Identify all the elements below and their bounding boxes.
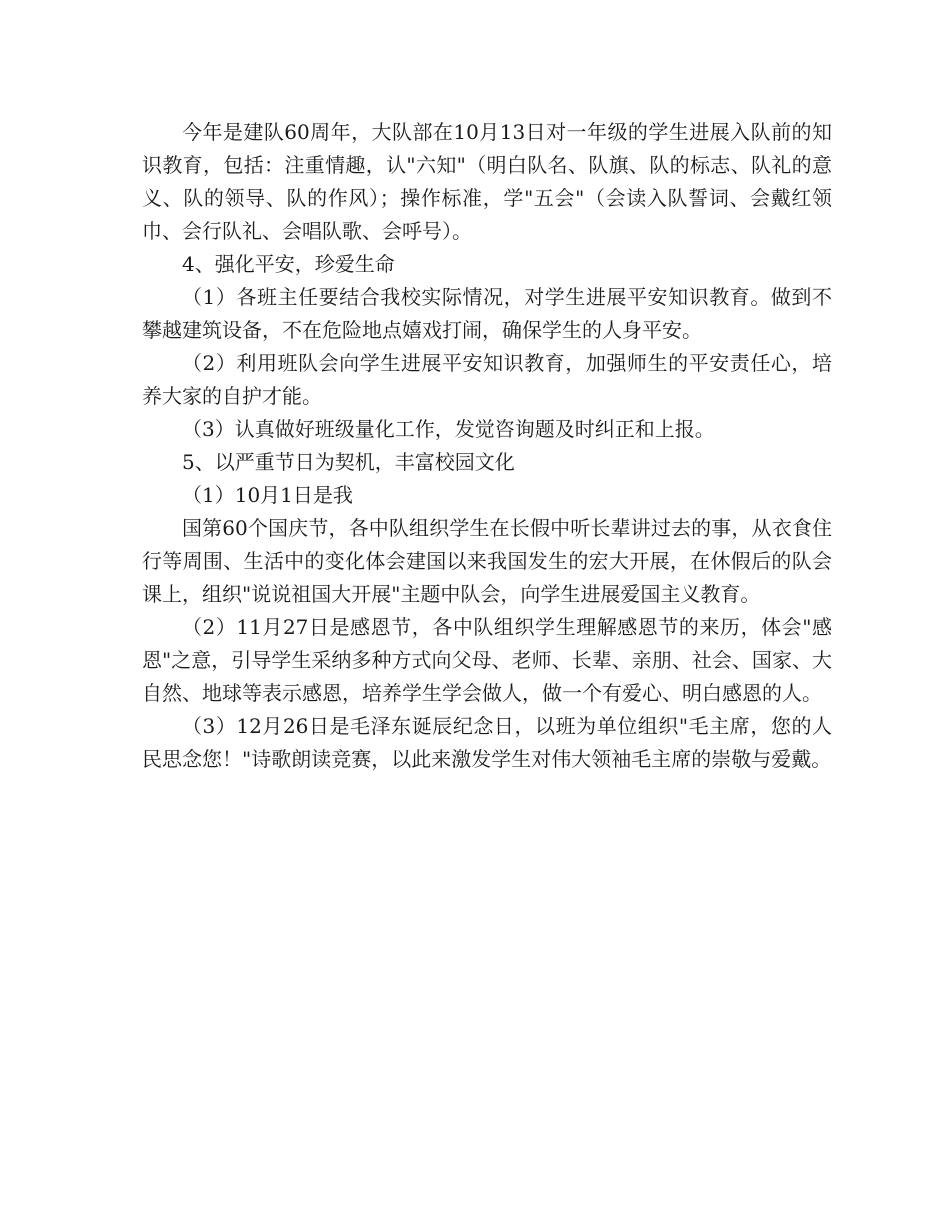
- heading-safety: 4、强化平安，珍爱生命: [182, 252, 395, 276]
- heading-festivals: 5、以严重节日为契机，丰富校园文化: [182, 450, 515, 474]
- paragraph-mao-birthday: （3）12月26日是毛泽东诞辰纪念日，以班为单位组织"毛主席，您的人民思念您！"诗歌朗读竞赛，以此来激发学生对伟大领袖毛主席的崇敬与爱戴。: [142, 714, 832, 771]
- paragraph-festival-1-start: （1）10月1日是我: [182, 483, 353, 507]
- paragraph-safety-1: （1）各班主任要结合我校实际情况，对学生进展平安知识教育。做到不攀越建筑设备，不在危险地点嬉戏打闹，确保学生的人身平安。: [142, 285, 832, 342]
- document-body: [142, 116, 832, 776]
- paragraph-thanksgiving: （2）11月27日是感恩节，各中队组织学生理解感恩节的来历，体会"感恩"之意，引导学生采纳多种方式向父母、老师、长辈、亲朋、社会、国家、大自然、地球等表示感恩，培养学生学会做人，做一个有爱心、明白感恩的人。: [142, 615, 832, 705]
- paragraph-national-day: 国第60个国庆节，各中队组织学生在长假中听长辈讲过去的事，从衣食住行等周围、生活中的变化体会建国以来我国发生的宏大开展，在休假后的队会课上，组织"说说祖国大开展"主题中队会，向学生进展爱国主义教育。: [142, 516, 832, 606]
- paragraph-safety-2: （2）利用班队会向学生进展平安知识教育，加强师生的平安责任心，培养大家的自护才能。: [142, 351, 832, 408]
- paragraph-safety-3: （3）认真做好班级量化工作，发觉咨询题及时纠正和上报。: [182, 417, 715, 441]
- paragraph-team-anniversary: 今年是建队60周年，大队部在10月13日对一年级的学生进展入队前的知识教育，包括：注重情趣，认"六知"（明白队名、队旗、队的标志、队礼的意义、队的领导、队的作风）；操作标准，学"五会"（会读入队誓词、会戴红领巾、会行队礼、会唱队歌、会呼号）。: [142, 120, 832, 243]
